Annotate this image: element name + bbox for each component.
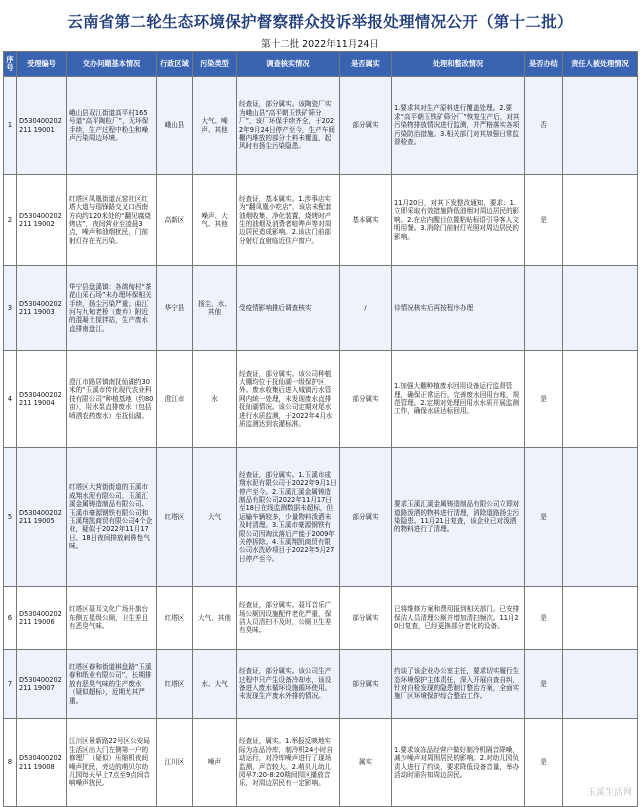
- cell-area: 华宁县: [157, 266, 193, 351]
- cell-survey: 受疫情影响推后调查核实: [237, 266, 340, 351]
- cell-id: D530400202211 19001: [17, 77, 67, 175]
- cell-true: 基本属实: [340, 175, 392, 266]
- header-no: 序号: [4, 52, 17, 77]
- cell-true: 部分属实: [340, 448, 392, 587]
- cell-resp: [563, 448, 638, 587]
- cell-survey: 经查证，部分属实。该陶瓷厂实为峨山县“高平朝玉铁矿筛分厂”，该厂环保手续齐全，于2022年9月24日停产至今，生产车间棚内堆放的部分土料未覆盖，起风时有扬尘污染隐患。: [237, 77, 340, 175]
- cell-area: 红塔区: [157, 448, 193, 587]
- cell-type: 大气、其他: [193, 587, 237, 650]
- cell-resp: [563, 351, 638, 448]
- cell-id: D530400202211 19006: [17, 587, 67, 650]
- cell-id: D530400202211 19002: [17, 175, 67, 266]
- cell-area: 红塔区: [157, 587, 193, 650]
- table-row: [4, 351, 638, 448]
- cell-area: 澄江市: [157, 351, 193, 448]
- cell-type: 大气、噪声、其他: [193, 77, 237, 175]
- cell-true: 部分属实: [340, 77, 392, 175]
- cell-no: 7: [4, 650, 17, 719]
- cell-desc: 红塔区春和街道棋盘路“玉溪春和纸业有限公司”，长期排放有恶臭气味的生产废水（疑似超标），近期尤其严重。: [67, 650, 157, 719]
- header-done: 是否办结: [525, 52, 563, 77]
- cell-type: 噪声、大气、其他: [193, 175, 237, 266]
- cell-true: 部分属实: [340, 351, 392, 448]
- cell-desc: 江川区景新路22号区公安局生活区出大门左侧第一户的修理厂（疑似）压缩机夜间噪声扰民，旁边的萌贝尔幼儿园每天早上7点至9点间音响噪声扰民。: [67, 719, 157, 807]
- watermark: 玉溪生活网: [586, 788, 632, 798]
- cell-resp: [563, 175, 638, 266]
- cell-true: 部分属实: [340, 650, 392, 719]
- cell-survey: 经查证，基本属实。1.涉事店实为“翻凤凰小吃店”，该店未配套油烟收集、净化装置，烧烤时产生的油烟及消费者喧哗声等对周边居民造成影响。2.该店门前部分射灯直射临近住户窗户。: [237, 175, 340, 266]
- cell-done: 是: [525, 351, 563, 448]
- cell-survey: 经查证，部分属实。1.玉溪市成翔水泥有限公司于2022年9月1日停产至今。2.玉溪汇溪金属铸造制品有限公司2022年11月17日至18日在线监测数据未超标，但运输车辆较多，少量物料泼洒未及时清理。3.玉溪市豪源钢铁有限公司因淘汰落后产能于2009年关停拆除。4.玉溪翔凯商贸有限公司水洗砂项目于2022年5月27日停产至今。: [237, 448, 340, 587]
- cell-resp: [563, 650, 638, 719]
- header-survey: 调查核实情况: [237, 52, 340, 77]
- cell-type: 噪声: [193, 719, 237, 807]
- cell-handle: 要求玉溪汇溪金属铸造制品有限公司立即对道路泼洒的物料进行清理，消除道路扬尘污染隐患。11月21日复查，该企业已对泼洒的物料进行了清理。: [392, 448, 525, 587]
- cell-no: 1: [4, 77, 17, 175]
- table-row: [4, 266, 638, 351]
- cell-handle: 已将维修方案和费用报到相关部门。已安排保洁人员清理公厕并增加清扫频次。11月20日复查，已经更换部分老化的设备。: [392, 587, 525, 650]
- table-row: [4, 587, 638, 650]
- header-resp: 责任人被处理情况: [563, 52, 638, 77]
- cell-done: 否: [525, 77, 563, 175]
- cell-resp: [563, 77, 638, 175]
- cell-survey: 经查证，部分属实。该公司生产过程中只产生设备冷却水，该设备进入废水循环设施循环使用。未发现生产废水外排的情况。: [237, 650, 340, 719]
- cell-handle: 约谈了该企业办公室主任，要求切实履行生态环境保护主体责任，深入开展自查自纠，针对自检发现的隐患制订整治方案，全面实施厂区环境保护综合整治工作。: [392, 650, 525, 719]
- cell-handle: 待情况核实后再按程序办理: [392, 266, 525, 351]
- cell-no: 3: [4, 266, 17, 351]
- cell-area: 红塔区: [157, 650, 193, 719]
- cell-type: 扬尘、水、其他: [193, 266, 237, 351]
- cell-handle: 1.要求该冻品经营户做好制冷机隔音降噪，减少噪声对周围居民的影响。2.对幼儿园负责人进行了约谈，要求降低设备音量，举办活动时需告知周边居民。: [392, 719, 525, 807]
- header-handle: 处理和整改情况: [392, 52, 525, 77]
- cell-desc: 红塔区凤凰街道瓦窑社区红塔大道与瑞锋路交叉口西南方向约120米处的“翻见腐烧烤店”，夜间营业至凌晨3点，噪声和油烟扰民，门前射灯存在光污染。: [67, 175, 157, 266]
- header-area: 行政区域: [157, 52, 193, 77]
- cell-done: 是: [525, 448, 563, 587]
- cell-id: D530400202211 19008: [17, 719, 67, 807]
- cell-survey: 经查证，部分属实。聂耳音乐广场公厕因设施配件老化严重，保洁人员清扫不及时，公厕卫生差有臭味。: [237, 587, 340, 650]
- cell-done: 是: [525, 175, 563, 266]
- cell-no: 8: [4, 719, 17, 807]
- cell-id: D530400202211 19007: [17, 650, 67, 719]
- cell-done: 是: [525, 719, 563, 807]
- table-header-row: [4, 52, 638, 77]
- cell-desc: 红塔区大营街街道的玉溪市成翔水泥有限公司、玉溪汇溪金属铸造制品有限公司、玉溪市豪源钢铁有限公司和玉溪翔凯商贸有限公司4个企业，疑似于2022年11月17日、18日夜间排放刺鼻性气味。: [67, 448, 157, 587]
- header-true: 是否属实: [340, 52, 392, 77]
- cell-type: 大气: [193, 448, 237, 587]
- cell-true: 属实: [340, 719, 392, 807]
- header-id: 受理编号: [17, 52, 67, 77]
- cell-area: 高新区: [157, 175, 193, 266]
- table-row: [4, 719, 638, 807]
- page-title: 云南省第二轮生态环境保护督察群众投诉举报处理情况公开（第十二批）: [67, 13, 573, 31]
- cell-true: 部分属实: [340, 587, 392, 650]
- complaint-table: [3, 51, 638, 807]
- cell-resp: [563, 266, 638, 351]
- cell-resp: [563, 587, 638, 650]
- cell-id: D530400202211 19005: [17, 448, 67, 587]
- cell-survey: 经查证，部分属实。该公司种植大棚均位于抚仙湖一级保护区外。废水收集后进入城镇污水管网内统一处理，未发现废水直排抚仙湖情况。该公司定期对尾水进行水质监测，于2022年4月水质监测达到农灌标准。: [237, 351, 340, 448]
- table-row: [4, 448, 638, 587]
- cell-area: 峨山县: [157, 77, 193, 175]
- cell-no: 6: [4, 587, 17, 650]
- cell-desc: 华宁县盘溪镇：各鸽甸村“茶花山采石场”未办理环保相关手续，扬尘污染严重；曲江河与九甸老桥（废弃）附近的混凝土搅拌站，生产废水直排南盘江。: [67, 266, 157, 351]
- header-type: 污染类型: [193, 52, 237, 77]
- cell-true: /: [340, 266, 392, 351]
- cell-desc: 澄江市路居镇南抚仙湖约30米的“玉溪市传化现代农业科技有限公司”种植基地（约80亩），用水泵直排废水（包括喷洒农药废水）至抚仙湖。: [67, 351, 157, 448]
- cell-desc: 红塔区聂耳文化广场升旗台东侧五星级公厕，卫生差且有恶臭气味。: [67, 587, 157, 650]
- cell-done: 是: [525, 587, 563, 650]
- table-row: [4, 175, 638, 266]
- cell-type: 水: [193, 351, 237, 448]
- cell-no: 2: [4, 175, 17, 266]
- cell-id: D530400202211 19004: [17, 351, 67, 448]
- page-subtitle: 第十二批 2022年11月24日: [261, 39, 379, 50]
- cell-handle: 11月20日，对其下发整改通知，要求：1.立即采取有效措施降低油烟对周边居民的影响。2.在店内醒目位置粘贴标语引导客人文明用餐。3.消除门前射灯光照对周边居民的影响。: [392, 175, 525, 266]
- cell-no: 4: [4, 351, 17, 448]
- cell-handle: 1.加强大棚种植废水回用设备运行监督管理，确保正常运行。完善废水回用台账，规范管理。2.定期对处理回用水水质开展监测工作，确保水质达标回用。: [392, 351, 525, 448]
- cell-done: 是: [525, 650, 563, 719]
- header-desc: 交办问题基本情况: [67, 52, 157, 77]
- table-row: [4, 77, 638, 175]
- cell-id: D530400202211 19003: [17, 266, 67, 351]
- cell-handle: 1.要求其对生产原料进行覆盖处理。2.要求“高平朝玉铁矿筛分厂”恢复生产后，对其污染物排放情况进行监测，并严格落实各项污染防治措施。3.相关部门对其加强日常监督检查。: [392, 77, 525, 175]
- cell-area: 江川区: [157, 719, 193, 807]
- cell-desc: 峨山县双江街道高平村165号道“高平陶粒厂”，无环保手续，生产过程中粉尘和噪声污染周边环境。: [67, 77, 157, 175]
- cell-done: [525, 266, 563, 351]
- cell-type: 水、大气: [193, 650, 237, 719]
- table-row: [4, 650, 638, 719]
- cell-no: 5: [4, 448, 17, 587]
- cell-survey: 经查证，属实。1.举报反映地实际为冻品冷库，制冷机24小时自动运行，对冷库噪声进行了现场监测，声音较大。2.萌贝儿幼儿园早7:20-8:20期间园区播放音乐，对周边居民有一定影响。: [237, 719, 340, 807]
